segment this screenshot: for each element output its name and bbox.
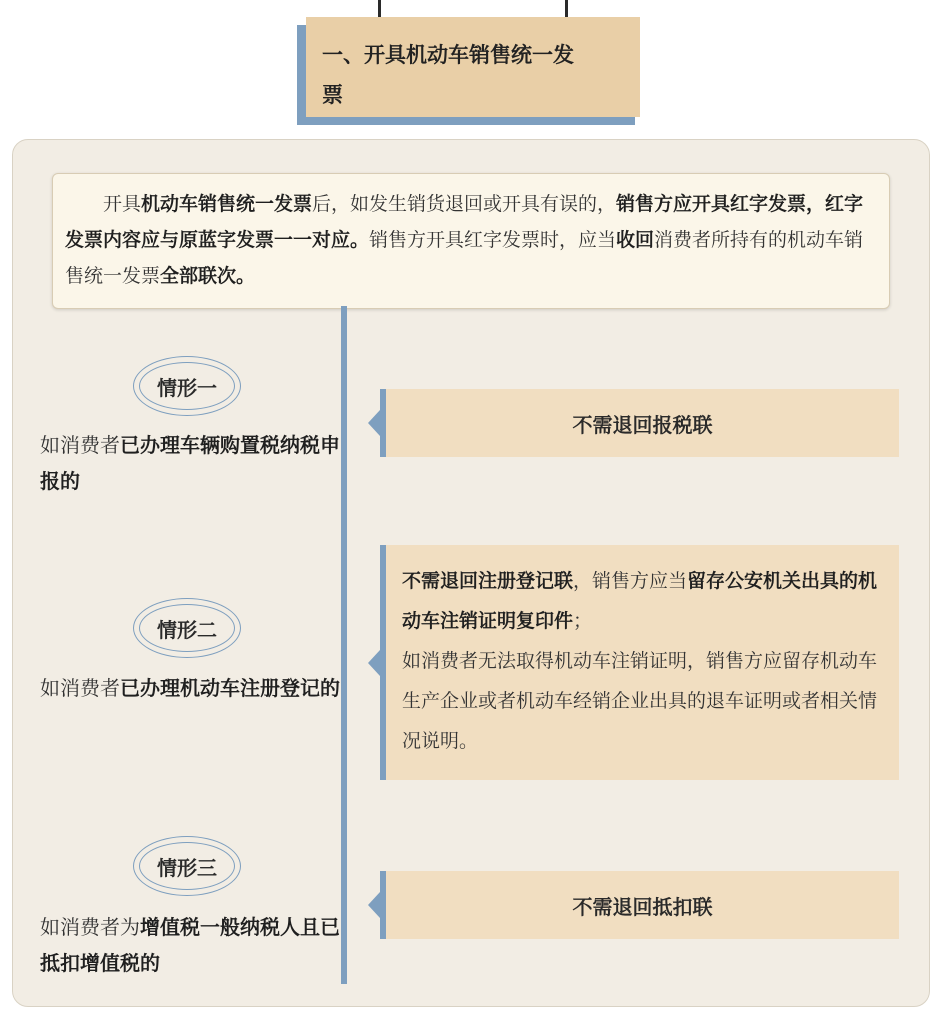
case-2-result-text: 如消费者无法取得机动车注销证明，销售方应留存机动车生产企业或者机动车经销企业出具的退车证明或者相关情况说明。	[402, 650, 878, 752]
case-2-result-bold: 不需退回注册登记联	[402, 570, 574, 592]
intro-text: 开具	[103, 193, 142, 215]
case-3-label: 情形三	[139, 842, 235, 890]
case-2-badge	[133, 598, 241, 658]
case-1-badge	[133, 356, 241, 416]
case-2-label: 情形二	[139, 604, 235, 652]
case-3-badge	[133, 836, 241, 896]
case-3-condition	[40, 909, 340, 981]
intro-text-bold: 收回	[616, 229, 655, 251]
case-2-result-text: ，销售方应当	[573, 570, 688, 592]
case-2-condition-bold: 已办理机动车注册登记的	[120, 676, 340, 700]
case-2-result	[380, 545, 899, 780]
timeline-divider	[341, 306, 347, 984]
intro-text-bold: 机动车销售统一发票	[141, 193, 313, 215]
case-2-condition-prefix: 如消费者	[40, 676, 120, 700]
case-1-result: 不需退回报税联	[380, 389, 899, 457]
case-2-result-text: ；	[573, 610, 593, 632]
case-2-result-bold: 留存公安机关出具的机动车注销证明复印件	[402, 570, 878, 632]
intro-text: 后，如发生销货退回或开具有误的，	[312, 193, 617, 215]
intro-box	[52, 173, 890, 309]
case-3-condition-prefix: 如消费者为	[40, 915, 140, 939]
case-1-condition-prefix: 如消费者	[40, 433, 120, 457]
case-3-result: 不需退回抵扣联	[380, 871, 899, 939]
intro-text: 消费者所持有的机动车销售统一发票	[65, 229, 864, 287]
section-title-line2: 票	[322, 83, 343, 107]
case-1-condition-bold: 已办理车辆购置税纳税申报的	[40, 433, 340, 493]
case-3-condition-bold: 增值税一般纳税人且已抵扣增值税的	[40, 915, 340, 975]
section-title	[306, 17, 640, 117]
section-title-line1: 一、开具机动车销售统一发	[322, 43, 574, 67]
case-1-condition	[40, 427, 340, 499]
intro-text-bold: 销售方应开具红字发票，红字发票内容应与原蓝字发票一一对应。	[65, 193, 864, 251]
intro-text-bold: 全部联次。	[160, 265, 256, 287]
case-2-condition	[40, 670, 340, 706]
case-1-label: 情形一	[139, 362, 235, 410]
intro-text: 销售方开具红字发票时，应当	[369, 229, 617, 251]
